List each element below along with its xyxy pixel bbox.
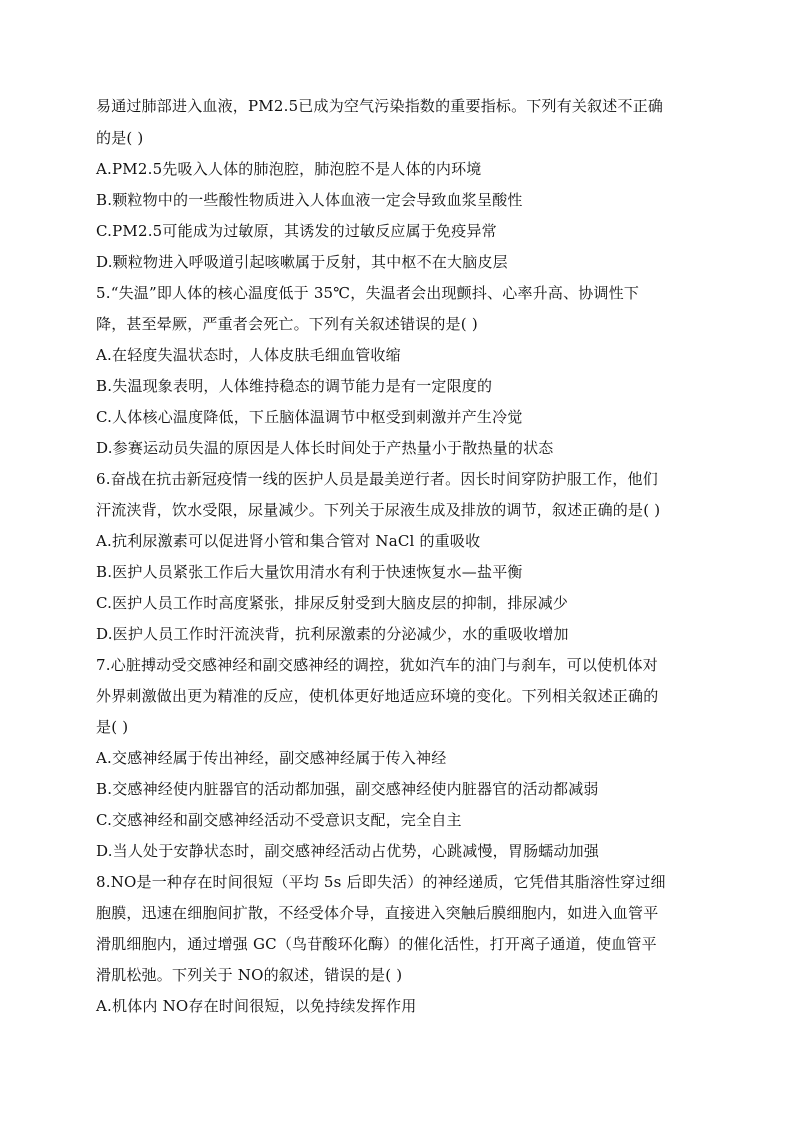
q7-stem-line-2: 外界刺激做出更为精准的反应，使机体更好地适应环境的变化。下列相关叙述正确的 — [96, 687, 659, 705]
q5-stem-line-2: 降，甚至晕厥，严重者会死亡。下列有关叙述错误的是( ) — [96, 315, 478, 333]
q8-stem-line-1: 8.NO是一种存在时间很短（平均 5s 后即失活）的神经递质，它凭借其脂溶性穿过细 — [96, 873, 666, 891]
q7-option-b: B.交感神经使内脏器官的活动都加强，副交感神经使内脏器官的活动都减弱 — [96, 780, 599, 798]
q7-stem-line-1: 7.心脏搏动受交感神经和副交感神经的调控，犹如汽车的油门与刹车，可以使机体对 — [96, 656, 658, 674]
q7-option-c: C.交感神经和副交感神经活动不受意识支配，完全自主 — [96, 811, 462, 829]
q6-stem-line-1: 6.奋战在抗击新冠疫情一线的医护人员是最美逆行者。因长时间穿防护服工作，他们 — [96, 470, 658, 488]
q7-stem-line-3: 是( ) — [96, 718, 129, 736]
q4-stem-line-1: 易通过肺部进入血液，PM2.5已成为空气污染指数的重要指标。下列有关叙述不正确 — [96, 97, 664, 115]
q5-option-a: A.在轻度失温状态时，人体皮肤毛细血管收缩 — [96, 346, 401, 364]
q5-option-c: C.人体核心温度降低，下丘脑体温调节中枢受到刺激并产生冷觉 — [96, 408, 523, 426]
q8-stem-line-4: 滑肌松弛。下列关于 NO的叙述，错误的是( ) — [96, 966, 403, 984]
q8-stem-line-2: 胞膜，迅速在细胞间扩散，不经受体介导，直接进入突触后膜细胞内，如进入血管平 — [96, 904, 659, 922]
q6-stem-line-2: 汗流浃背，饮水受限，尿量减少。下列关于尿液生成及排放的调节，叙述正确的是( ) — [96, 501, 661, 519]
q6-option-a: A.抗利尿激素可以促进肾小管和集合管对 NaCl 的重吸收 — [96, 532, 481, 550]
q7-option-a: A.交感神经属于传出神经，副交感神经属于传入神经 — [96, 749, 447, 767]
q4-option-d: D.颗粒物进入呼吸道引起咳嗽属于反射，其中枢不在大脑皮层 — [96, 253, 508, 271]
q5-stem-line-1: 5.“失温”即人体的核心温度低于 35℃，失温者会出现颤抖、心率升高、协调性下 — [96, 284, 640, 302]
q4-stem-line-2: 的是( ) — [96, 129, 144, 147]
q8-option-a: A.机体内 NO存在时间很短，以免持续发挥作用 — [96, 997, 417, 1015]
q5-option-d: D.参赛运动员失温的原因是人体长时间处于产热量小于散热量的状态 — [96, 439, 554, 457]
q4-option-c: C.PM2.5可能成为过敏原，其诱发的过敏反应属于免疫异常 — [96, 222, 497, 240]
q8-stem-line-3: 滑肌细胞内，通过增强 GC（鸟苷酸环化酶）的催化活性，打开离子通道，使血管平 — [96, 935, 657, 953]
q5-option-b: B.失温现象表明，人体维持稳态的调节能力是有一定限度的 — [96, 377, 493, 395]
q7-option-d: D.当人处于安静状态时，副交感神经活动占优势，心跳减慢，胃肠蠕动加强 — [96, 842, 600, 860]
q4-option-b: B.颗粒物中的一些酸性物质进入人体血液一定会导致血浆呈酸性 — [96, 191, 523, 209]
q4-option-a: A.PM2.5先吸入人体的肺泡腔，肺泡腔不是人体的内环境 — [96, 160, 482, 178]
q6-option-d: D.医护人员工作时汗流浃背，抗利尿激素的分泌减少，水的重吸收增加 — [96, 625, 569, 643]
q6-option-b: B.医护人员紧张工作后大量饮用清水有利于快速恢复水—盐平衡 — [96, 563, 523, 581]
q6-option-c: C.医护人员工作时高度紧张，排尿反射受到大脑皮层的抑制，排尿减少 — [96, 594, 569, 612]
